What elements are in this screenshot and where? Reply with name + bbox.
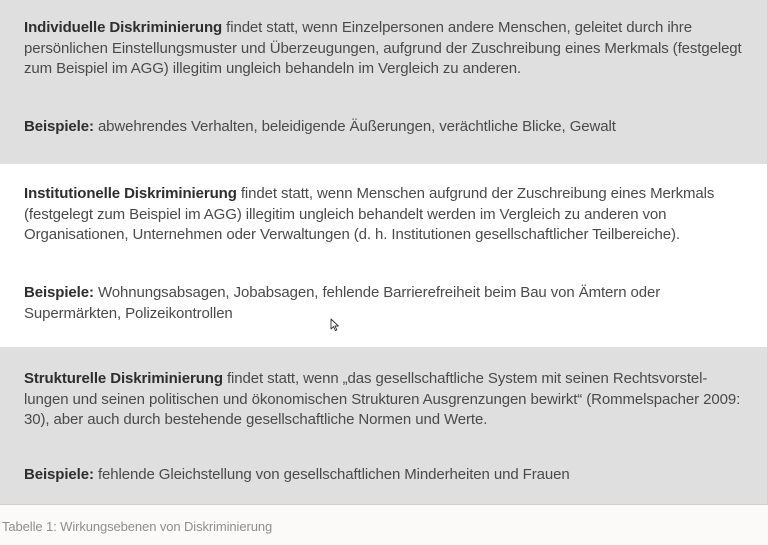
row-examples xyxy=(24,283,743,324)
table-row-individual xyxy=(0,0,767,164)
row-examples xyxy=(24,117,743,138)
row-definition xyxy=(24,369,743,431)
row-term: Individuelle Diskriminierung xyxy=(24,19,223,36)
row-definition xyxy=(24,184,743,246)
row-term: Institutionelle Diskriminierung xyxy=(24,185,237,202)
row-definition-text: findet statt, wenn „das gesellschaftliche System mit seinen Rechtsvorstellungen und seinen politischen und ökonomischen Strukturen Ausgrenzungen bewirkt“ (Rommelspacher 2009: 30), aber auch durch bestehende gesellschaftliche Normen und Werte. xyxy=(24,370,741,428)
row-definition xyxy=(24,18,743,80)
table-row-structural xyxy=(0,347,767,504)
examples-label: Beispiele: xyxy=(24,284,94,301)
table-row-institutional xyxy=(0,164,767,347)
table-caption: Tabelle 1: Wirkungsebenen von Diskriminierung xyxy=(2,519,273,534)
mouse-cursor-icon xyxy=(330,318,340,332)
examples-text: fehlende Gleichstellung von gesellschaftlichen Minderheiten und Frauen xyxy=(93,466,570,483)
row-definition-text: findet statt, wenn Einzelpersonen andere Menschen, geleitet durch ihre persönlichen Einstellungsmuster und Überzeugungen, aufgrund der Zuschreibung eines Merkmals (festgelegt zum Beispiel im AGG) illegitim ungleich behandeln im Vergleich zu anderen. xyxy=(24,19,742,77)
row-definition-text: findet statt, wenn Menschen aufgrund der Zuschreibung eines Merkmals (festgelegt zum Beispiel im AGG) illegitim ungleich behandelt werden im Vergleich zu anderen von Organisationen, Unternehmen oder Verwaltungen (d. h. Institutionen gesellschaftlicher Teilbereiche). xyxy=(24,185,715,243)
examples-label: Beispiele: xyxy=(24,466,94,483)
examples-label: Beispiele: xyxy=(24,118,94,135)
row-term: Strukturelle Diskriminierung xyxy=(24,370,223,387)
examples-text: Wohnungsabsagen, Jobabsagen, fehlende Barrierefreiheit beim Bau von Ämtern oder Supermärkten, Polizeikontrollen xyxy=(24,284,661,322)
examples-text: abwehrendes Verhalten, beleidigende Äußerungen, verächtliche Blicke, Gewalt xyxy=(93,118,616,135)
row-examples xyxy=(24,465,743,486)
